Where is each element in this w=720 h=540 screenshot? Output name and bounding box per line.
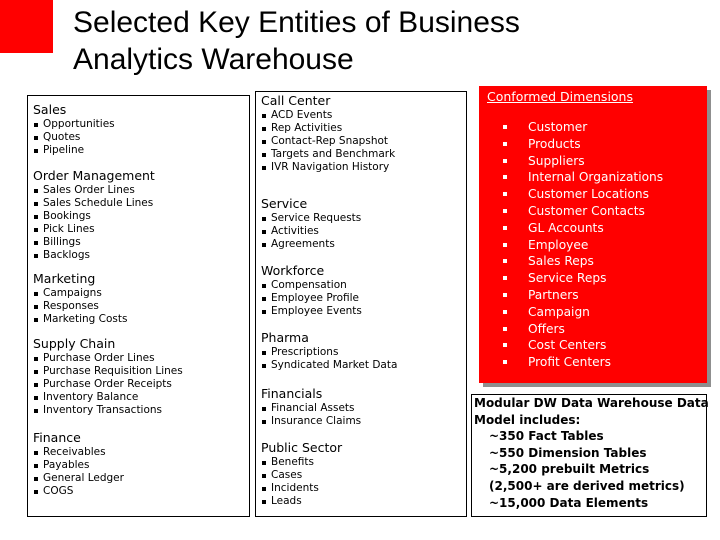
list-item: Activities (261, 225, 361, 238)
section-title: Order Management (33, 168, 155, 183)
dimension-item: Suppliers (503, 153, 663, 170)
model-summary-line: Model includes: (474, 412, 581, 427)
list-item: Benefits (261, 456, 342, 469)
list-item: Opportunities (33, 118, 115, 131)
section-title: Marketing (33, 271, 96, 286)
conformed-dimensions-list (503, 119, 663, 371)
dimension-item: Cost Centers (503, 337, 663, 354)
list-item: Cases (261, 469, 342, 482)
list-item: ACD Events (261, 109, 395, 122)
dimension-item: GL Accounts (503, 220, 663, 237)
model-summary-line: ~15,000 Data Elements (489, 495, 649, 510)
list-item: Inventory Transactions (33, 404, 183, 417)
left-entities-panel (27, 95, 250, 517)
section-financials (261, 386, 361, 428)
section-supply-chain (33, 336, 183, 417)
section-title: Sales (33, 102, 67, 117)
list-item: Sales Order Lines (33, 184, 155, 197)
list-item: Receivables (33, 446, 124, 459)
model-summary-line: ~350 Fact Tables (489, 429, 604, 444)
list-item: Bookings (33, 210, 155, 223)
list-item: Billings (33, 236, 155, 249)
dimension-item: Profit Centers (503, 354, 663, 371)
section-title: Supply Chain (33, 336, 116, 351)
list-item: Service Requests (261, 212, 361, 225)
list-item: Insurance Claims (261, 415, 361, 428)
list-item: Financial Assets (261, 402, 361, 415)
list-item: General Ledger (33, 472, 124, 485)
slide-title-line2: Analytics Warehouse (73, 43, 354, 76)
middle-entities-panel (255, 91, 467, 517)
dimension-item: Campaign (503, 304, 663, 321)
dimension-item: Internal Organizations (503, 169, 663, 186)
list-item: Marketing Costs (33, 313, 127, 326)
list-item: Prescriptions (261, 346, 397, 359)
list-item: Targets and Benchmark (261, 148, 395, 161)
section-service (261, 196, 361, 251)
list-item: Incidents (261, 482, 342, 495)
list-item: Pipeline (33, 144, 115, 157)
list-item: Payables (33, 459, 124, 472)
dimension-item: Sales Reps (503, 253, 663, 270)
list-item: Responses (33, 300, 127, 313)
section-marketing (33, 271, 127, 326)
section-title: Workforce (261, 263, 325, 278)
section-title: Public Sector (261, 440, 343, 455)
model-summary-line: ~550 Dimension Tables (489, 445, 647, 460)
list-item: IVR Navigation History (261, 161, 395, 174)
section-title: Service (261, 196, 308, 211)
section-title: Pharma (261, 330, 309, 345)
list-item: Backlogs (33, 249, 155, 262)
section-title: Financials (261, 386, 323, 401)
model-summary-line: Modular DW Data Warehouse Data (474, 396, 709, 410)
model-summary-line: ~5,200 prebuilt Metrics (489, 462, 650, 477)
list-item: Campaigns (33, 287, 127, 300)
section-workforce (261, 263, 362, 318)
list-item: Sales Schedule Lines (33, 197, 155, 210)
slide-title (73, 4, 673, 78)
list-item: Purchase Order Receipts (33, 378, 183, 391)
list-item: Employee Events (261, 305, 362, 318)
model-summary-box (471, 394, 707, 517)
list-item: Contact-Rep Snapshot (261, 135, 395, 148)
list-item: Compensation (261, 279, 362, 292)
section-order-management (33, 168, 155, 262)
section-public-sector (261, 440, 342, 508)
list-item: Inventory Balance (33, 391, 183, 404)
list-item: Agreements (261, 238, 361, 251)
conformed-dimensions-box (479, 86, 707, 383)
dimension-item: Partners (503, 287, 663, 304)
dimension-item: Customer Locations (503, 186, 663, 203)
model-summary-line: (2,500+ are derived metrics) (489, 478, 685, 493)
section-title: Finance (33, 430, 81, 445)
red-accent-square (0, 0, 53, 53)
dimension-item: Service Reps (503, 270, 663, 287)
section-call-center (261, 93, 395, 174)
dimension-item: Employee (503, 237, 663, 254)
conformed-dimensions-title: Conformed Dimensions (487, 89, 633, 104)
list-item: Syndicated Market Data (261, 359, 397, 372)
dimension-item: Customer Contacts (503, 203, 663, 220)
list-item: Employee Profile (261, 292, 362, 305)
section-sales (33, 102, 115, 157)
section-pharma (261, 330, 397, 372)
section-finance (33, 430, 124, 498)
list-item: Pick Lines (33, 223, 155, 236)
list-item: Leads (261, 495, 342, 508)
list-item: Quotes (33, 131, 115, 144)
list-item: Purchase Requisition Lines (33, 365, 183, 378)
list-item: COGS (33, 485, 124, 498)
slide-title-line1: Selected Key Entities of Business (73, 6, 520, 39)
dimension-item: Products (503, 136, 663, 153)
list-item: Rep Activities (261, 122, 395, 135)
dimension-item: Customer (503, 119, 663, 136)
list-item: Purchase Order Lines (33, 352, 183, 365)
section-title: Call Center (261, 93, 331, 108)
dimension-item: Offers (503, 321, 663, 338)
